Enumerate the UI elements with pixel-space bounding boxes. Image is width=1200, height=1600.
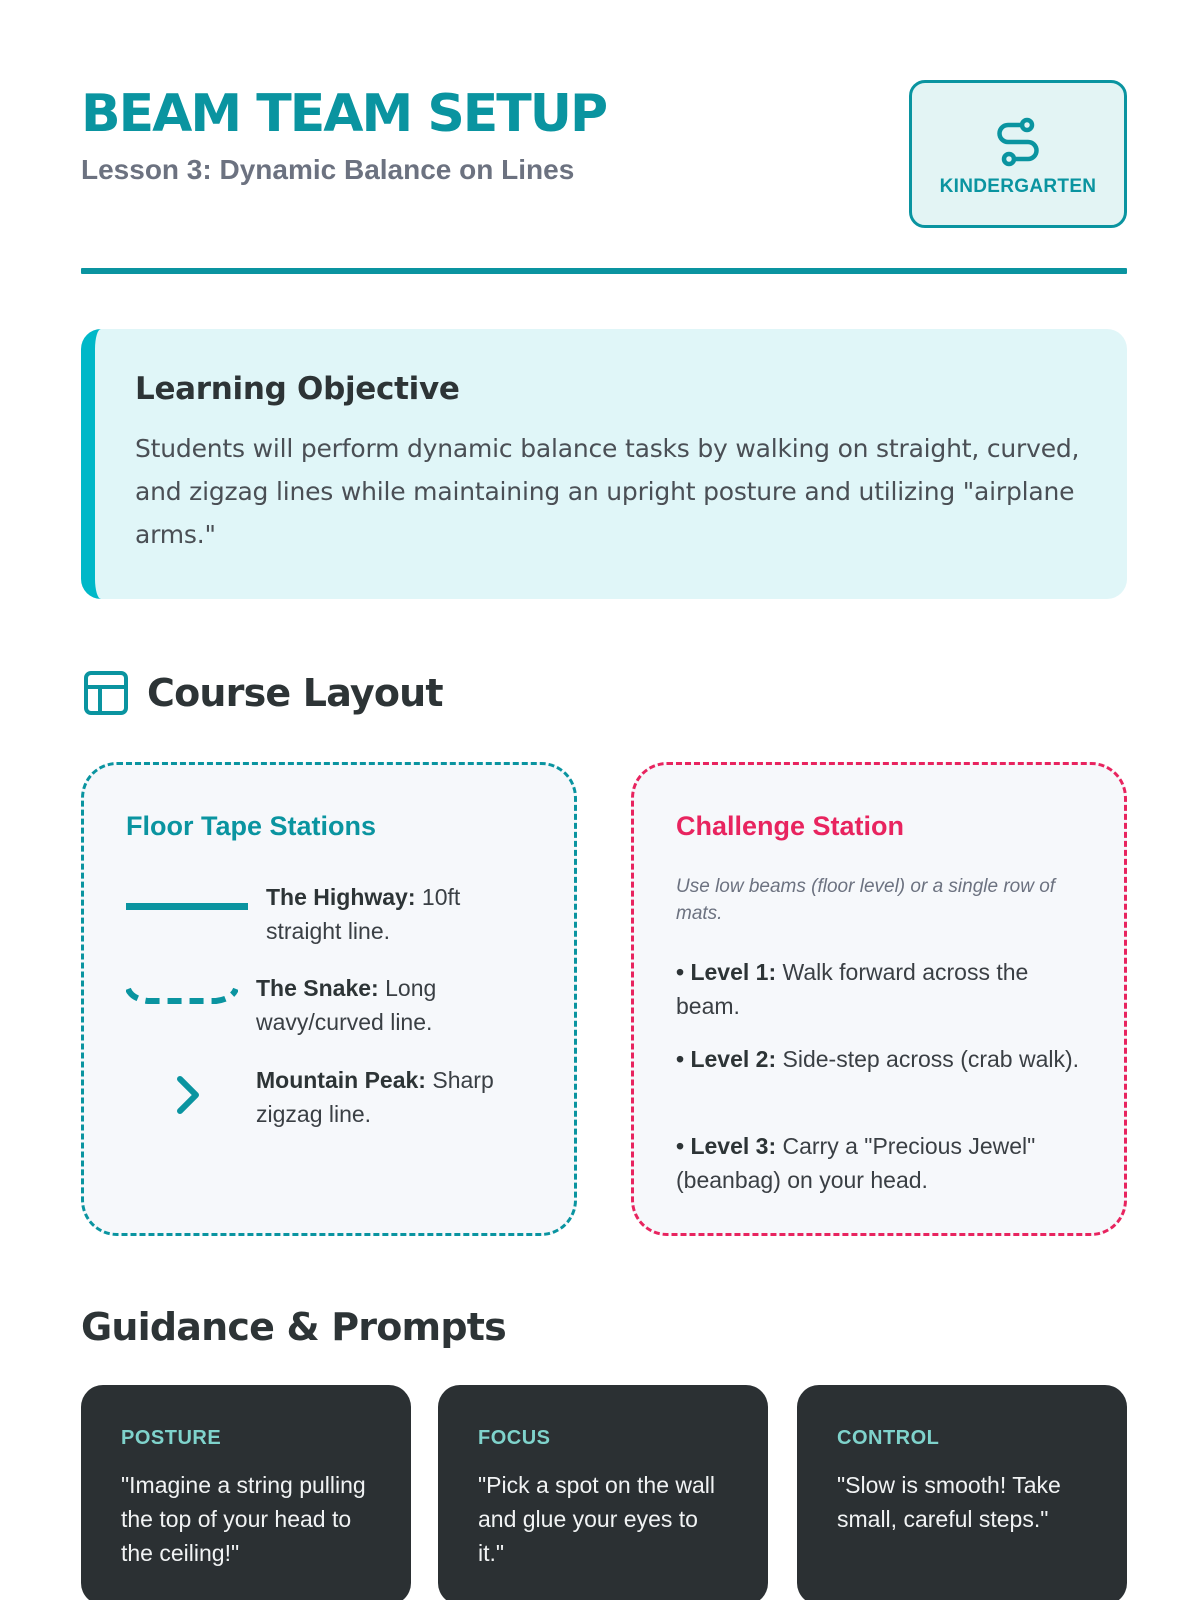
prompt-card-posture	[81, 1385, 411, 1600]
level-desc: Side-step across (crab walk).	[782, 1046, 1080, 1072]
guidance-heading	[81, 1305, 506, 1349]
guidance-title: Guidance & Prompts	[81, 1305, 506, 1349]
floor-tape-stations-panel	[81, 762, 577, 1236]
card-label: CONTROL	[837, 1427, 940, 1449]
prompt-card-control	[797, 1385, 1127, 1600]
layout-icon	[81, 668, 131, 718]
card-text: "Imagine a string pulling the top of your head to the ceiling!"	[121, 1472, 366, 1566]
challenge-level-3	[676, 1129, 1096, 1197]
level-desc: Carry a "Precious Jewel" (beanbag) on your head.	[676, 1133, 1036, 1193]
route-icon	[992, 116, 1044, 168]
page-subtitle: Lesson 3: Dynamic Balance on Lines	[81, 154, 575, 185]
objective-title: Learning Objective	[135, 371, 460, 407]
challenge-level-1	[676, 955, 1096, 1023]
station-name: The Highway:	[266, 884, 416, 910]
level-name: Level 1:	[690, 959, 777, 985]
course-layout-title: Course Layout	[147, 671, 443, 715]
station-desc: Sharp zigzag line.	[256, 1067, 494, 1127]
level-bullet: •	[676, 959, 685, 985]
card-label: FOCUS	[478, 1427, 551, 1449]
grade-label: KINDERGARTEN	[939, 176, 1097, 197]
challenge-level-2	[676, 1042, 1096, 1076]
card-label: POSTURE	[121, 1427, 222, 1449]
station-name: Mountain Peak:	[256, 1067, 426, 1093]
header	[81, 80, 1127, 228]
card-text: "Slow is smooth! Take small, careful steps."	[837, 1472, 1061, 1532]
challenge-station-panel	[631, 762, 1127, 1236]
card-text: "Pick a spot on the wall and glue your eyes to it."	[478, 1472, 716, 1566]
challenge-note: Use low beams (floor level) or a single row of mats.	[676, 876, 1056, 924]
station-highway	[266, 880, 536, 948]
straight-line-icon	[126, 903, 248, 910]
station-mountain-peak	[256, 1063, 556, 1131]
prompt-card-focus	[438, 1385, 768, 1600]
station-desc: 10ft straight line.	[266, 884, 461, 944]
level-name: Level 3:	[690, 1133, 777, 1159]
level-name: Level 2:	[690, 1046, 777, 1072]
level-desc: Walk forward across the beam.	[676, 959, 1029, 1019]
header-divider	[81, 268, 1127, 274]
station-snake	[256, 971, 546, 1039]
zigzag-line-icon	[174, 1073, 204, 1117]
page-title: BEAM TEAM SETUP	[81, 84, 607, 144]
objective-text: Students will perform dynamic balance tasks by walking on straight, curved, and zigzag lines while maintaining an upright posture and utilizing "airplane arms."	[135, 434, 1080, 549]
curved-line-icon	[126, 985, 238, 1009]
level-bullet: •	[676, 1046, 685, 1072]
floor-tape-title: Floor Tape Stations	[126, 811, 377, 841]
station-name: The Snake:	[256, 975, 379, 1001]
learning-objective	[81, 329, 1127, 599]
station-desc: Long wavy/curved line.	[256, 975, 437, 1035]
challenge-title: Challenge Station	[676, 811, 905, 841]
grade-badge	[909, 80, 1127, 228]
level-bullet: •	[676, 1133, 685, 1159]
course-layout-heading	[81, 668, 443, 718]
